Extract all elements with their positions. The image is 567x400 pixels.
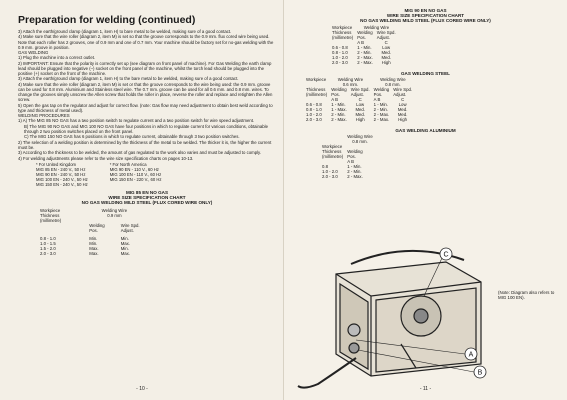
welding-procedures-heading: WELDING PROCEDURES [18, 113, 70, 119]
right-page [284, 0, 567, 400]
table-cell: Med. [355, 106, 365, 112]
gas-welding-heading: GAS WELDING [18, 50, 49, 56]
col-header: Workpiece [40, 208, 61, 214]
table-cell: 2 - Min. [357, 49, 372, 55]
col-header: Thickness [332, 29, 352, 35]
table-cell: Max. [120, 251, 131, 257]
table-cell: Min. [89, 236, 98, 242]
col-header: (millimetre) [332, 34, 354, 40]
callout-label-a: A [468, 351, 474, 359]
col-header: A B [357, 39, 364, 45]
table-cell: Low [398, 101, 407, 107]
procedure-step: 3) According to the thickness to be welded, the amount of gas regulated to the work also varies and must be adjusted to comply. [18, 150, 262, 156]
chart-title [294, 8, 557, 24]
col-header: Adjust. [376, 34, 390, 40]
table-cell: 2 - Max. [357, 54, 373, 60]
table-cell: 2 - Min. [331, 111, 346, 117]
chart-title-line: MIG 85 EN NO GAS [125, 189, 169, 195]
model-item: MIG 150 EN - 240 V., 50 Hz [36, 181, 88, 187]
table-cell: 2.0 - 3.0 [332, 59, 348, 65]
table-cell: 0.8 - 1.0 [306, 106, 322, 112]
table-cell: 2.0 - 3.0 [40, 251, 56, 257]
table-cell: 1.0 - 2.0 [332, 54, 348, 60]
table-cell: 1.0 - 2.0 [322, 169, 338, 175]
col-header: (millimetre) [40, 218, 62, 224]
col-header: Pos. [331, 91, 340, 97]
col-header: Adjust. [393, 91, 407, 97]
gas-welding-steps [18, 55, 276, 113]
model-item: MIG 90 EN - 110 V., 60 Hz [109, 166, 159, 172]
procedure-step: 2) The selection of a welding position is determined by the thickness of the metal to be welded. The thicker it is, the higher the current must be. [18, 139, 272, 150]
table-cell: 0.8 - 1.0 [332, 49, 348, 55]
col-header: Pos. [357, 34, 366, 40]
table-row [330, 50, 398, 55]
table-cell: Med. [381, 54, 391, 60]
intro-step: 4) Make sure that the wire roller (diagram 2, item M) is set so that the groove corresponds to the 0.9 mm. flux cored wire being used. Note that each roller has 2 grooves, one of 0.9 mm and one of 0.7 mm. Your machine should be factory set for no-gas welding with the 0.9 mm. groove in position. [18, 34, 274, 50]
col-header: C [401, 96, 405, 102]
gas-step: 4) Make sure that the wire roller (diagram 2, item M) is set or that the groove corresponds to the wire being used: the 0.9 mm. groove can be used for 0.8 mm. Aluminium and Stainless steel wire. The 0.7 mm. groove can be used for all 0.6 mm. and 0.8 mm. wires. To change the grooves simply unscrew the Allen screw that holds the roller in place, reverse the roller and replace and retighten the Allen screw. [18, 81, 273, 103]
col-header: (millimetre) [306, 91, 328, 97]
table-row [38, 251, 142, 256]
table-row [330, 60, 398, 65]
col-header: 0.8 mm. [385, 81, 401, 87]
col-header: Workpiece [306, 76, 327, 82]
mig85-chart [18, 190, 276, 257]
mig85-table [38, 208, 142, 256]
col-header: Wire Spd. [350, 86, 370, 92]
col-header: Workpiece [322, 144, 343, 150]
model-item: MIG 85 EN - 240 V., 50 Hz [36, 166, 86, 172]
models-uk [36, 163, 88, 188]
col-header: Wire Spd. [393, 86, 413, 92]
col-header: (millimetre) [322, 154, 344, 160]
col-header: Workpiece [332, 24, 353, 30]
table-cell: 1.0 - 1.5 [40, 241, 56, 247]
gas-step: 5) Open the gas tap on the regulator and adjust for correct flow. (note: Gas flow may need adjustment to obtain best weld according to type and thickness of metal used). [18, 102, 273, 113]
table-cell: 1.5 - 2.0 [40, 246, 56, 252]
procedure-step: C) The MIG 150 NO GAS has 6 positions in which to regulate current, obtainable through 3 two position switches. [24, 134, 240, 140]
col-header: Thickness [306, 86, 326, 92]
col-header: Adjust. [120, 228, 134, 234]
gas-aluminium-table [320, 134, 375, 179]
table-cell: 2 - Max. [357, 59, 373, 65]
col-header: 0.8 mm. [352, 139, 368, 145]
table-cell: Low [382, 44, 391, 50]
col-header: Welding [331, 86, 347, 92]
gas-step: 1) Plug the machine into a correct outlet. [18, 55, 96, 61]
table-cell: Min. [120, 246, 129, 252]
table-row [320, 174, 375, 179]
chart-title: GAS WELDING ALUMINIUM [395, 127, 456, 133]
table-cell: 2 - Max. [347, 174, 363, 180]
col-header: A B [347, 159, 354, 165]
col-header: Adjust. [350, 91, 364, 97]
chart-title-line: NO GAS WELDING MILD STEEL (FLUX CORED WIRE ONLY) [81, 199, 213, 205]
col-header: Pos. [347, 154, 356, 160]
col-header: 0.9 mm [107, 213, 122, 219]
table-cell: 1 - Min. [357, 44, 372, 50]
col-header: Wire Spd. [376, 29, 396, 35]
col-header: C [358, 96, 362, 102]
chart-title-line: WIRE SIZE SPECIFICATION CHART [108, 194, 186, 200]
col-header: Pos. [89, 228, 98, 234]
table-row [304, 117, 414, 122]
table-cell: 0.8 [322, 164, 328, 170]
diagram-note: (Note: Diagram also refers to MIG 100 EN). [498, 290, 555, 300]
table-cell: 2 - Max. [373, 111, 390, 117]
chart-title: GAS WELDING STEEL [400, 70, 450, 76]
chart-title [18, 190, 276, 206]
col-header: Pos. [373, 91, 383, 97]
table-row [330, 55, 398, 60]
procedure-step: B) The MIG 90 NO GAS and MIG 100 NO GAS have four positions in which to regulate current for various conditions, obtainable through 2 two position switches placed on the front panel. [24, 123, 269, 134]
table-cell: 2.0 - 3.0 [322, 174, 338, 180]
model-item: MIG 100 EN - 240 V., 50 Hz [36, 176, 88, 182]
col-header: Welding [373, 86, 390, 92]
col-header: 0.6 mm. [342, 81, 359, 87]
col-header: Thickness [40, 213, 60, 219]
table-cell: 1.0 - 2.0 [306, 111, 322, 117]
table-cell: Med. [355, 111, 365, 117]
gas-step: 3) Attach the earth/ground clamp (diagram 1, item H) to the bare metal to be welded, making sure of a good contact. [18, 76, 239, 82]
table-cell: Low [356, 101, 365, 107]
welding-procedures [18, 118, 276, 161]
col-header: Welding Wire [380, 76, 406, 82]
table-cell: 2.0 - 3.0 [306, 116, 322, 122]
gas-aluminium-chart [294, 128, 557, 179]
model-item: MIG 150 EN - 220 V., 60 Hz [109, 176, 162, 182]
chart-title-line: MIG 90 EN NO GAS [404, 8, 447, 13]
col-header: Welding [347, 149, 363, 155]
col-header: A B [373, 96, 381, 102]
model-list [36, 163, 276, 188]
table-cell: 1 - Max. [331, 106, 347, 112]
table-cell: Max. [89, 251, 99, 257]
callout-label-c: C [443, 251, 449, 259]
table-cell: 2 - Min. [347, 169, 362, 175]
table-cell: Max. [120, 241, 131, 247]
procedure-step: 1) A) The MIG 85 NO GAS has a two position switch to regulate current and a two position switch for wire speed adjustment. [18, 118, 255, 124]
col-header: Welding [89, 223, 105, 229]
col-header: Welding Wire [363, 24, 390, 30]
table-cell: 0.8 - 1.0 [40, 236, 56, 242]
table-cell: Min. [89, 241, 98, 247]
col-header: A B [331, 96, 338, 102]
gas-steel-table [304, 77, 414, 122]
gas-steel-chart [294, 71, 557, 122]
welder-diagram [296, 244, 496, 392]
mig90-chart [294, 8, 557, 65]
models-na-heading: * For North America [109, 162, 147, 168]
table-cell: Min. [120, 236, 129, 242]
table-cell: 2 - Max. [373, 116, 390, 122]
table-cell: 1 - Min. [331, 101, 346, 107]
table-row [330, 45, 398, 50]
table-cell: 1 - Min. [373, 101, 388, 107]
models-uk-heading: * For United Kingdom [36, 162, 77, 168]
col-header: Welding Wire [347, 134, 373, 140]
col-header: C [384, 39, 388, 45]
welder-machine [298, 251, 481, 388]
callout-label-b: B [477, 369, 483, 377]
gas-step: 2) IMPORTANT: Ensure that the polarity is correctly set up (see diagram on front panel of machine). For Gas Welding the earth clamp lead should be plugged into negative (–) socket on the front panel of the machine, whilst the torch lead should be plugged into the positive (+) socket on the front of the machine. [18, 60, 272, 76]
table-cell: Med. [397, 106, 408, 112]
table-cell: 0.6 - 0.8 [306, 101, 322, 107]
page-number: - 10 - [136, 386, 148, 392]
table-cell: Med. [397, 111, 408, 117]
col-header: Wire Spd. [120, 223, 140, 229]
col-header: Welding Wire [337, 76, 364, 82]
model-item: MIG 100 EN - 110 V., 60 Hz [109, 171, 162, 177]
table-cell: 2 - Max. [331, 116, 347, 122]
chart-title-line: WIRE SIZE SPECIFICATION CHART [386, 13, 465, 19]
table-cell: Max. [89, 246, 99, 252]
page-number: - 11 - [419, 386, 432, 392]
table-cell: High [398, 116, 408, 122]
models-na [110, 163, 162, 188]
table-cell: High [355, 116, 365, 122]
table-cell: 0.6 - 0.8 [332, 44, 348, 50]
intro-step: 3) Attach the earth/ground clamp (diagram 1, item H) to bare metal to be welded, making sure of a good contact. [18, 29, 232, 34]
mig90-table [330, 25, 398, 65]
table-cell: High [381, 59, 391, 65]
col-header: Welding Wire [101, 208, 128, 214]
procedure-step: 4) For welding adjustments please refer to the wire size specification charts on pages 10-13. [18, 155, 194, 161]
table-cell: 1 - Min. [347, 164, 362, 170]
chart-title-line: NO GAS WELDING MILD STEEL (FLUX CORED WIRE ONLY) [360, 18, 491, 24]
table-cell: Med. [381, 49, 391, 55]
model-item: MIG 90 EN - 240 V., 50 Hz [36, 171, 86, 177]
intro-steps [18, 29, 276, 50]
col-header: Thickness [322, 149, 342, 155]
page-title: Preparation for welding (continued) [18, 14, 196, 26]
table-cell: 2 - Min. [373, 106, 388, 112]
col-header: Welding [357, 29, 373, 35]
